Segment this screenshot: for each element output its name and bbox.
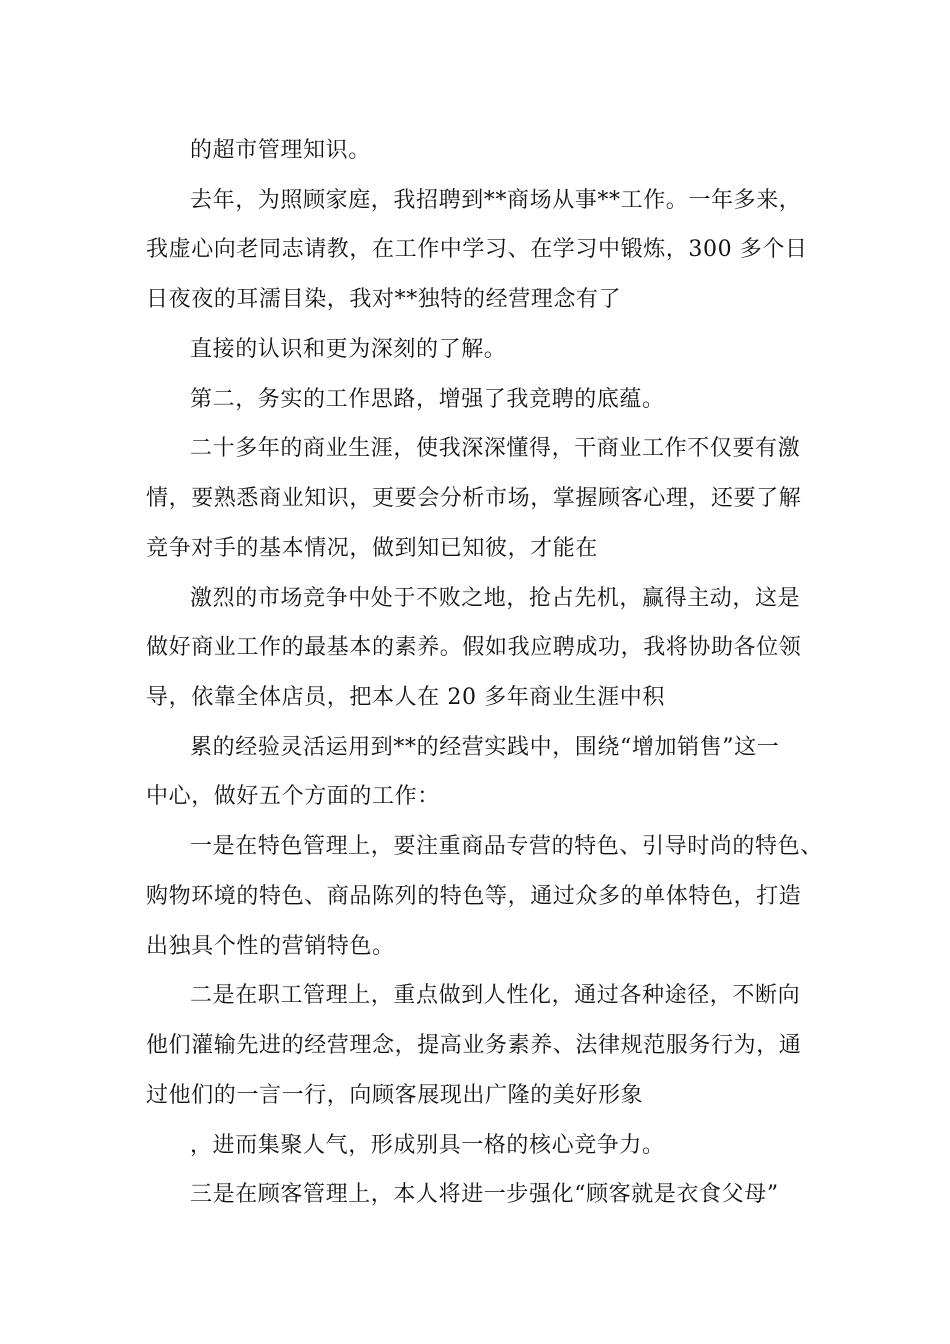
- text-line: 竞争对手的基本情况，做到知已知彼，才能在: [146, 536, 599, 561]
- text-line: 过他们的一言一行，向顾客展现出广隆的美好形象: [146, 1083, 644, 1108]
- text-line: 二是在职工管理上，重点做到人性化，通过各种途径，不断向: [190, 983, 801, 1008]
- text-line: 二十多年的商业生涯，使我深深懂得，干商业工作不仅要有激: [190, 436, 801, 461]
- text-line: 做好商业工作的最基本的素养。假如我应聘成功，我将协助各位领: [146, 635, 802, 660]
- text-line: ，进而集聚人气，形成别具一格的核心竞争力。: [190, 1133, 665, 1158]
- text-line: 他们灌输先进的经营理念，提高业务素养、法律规范服务行为，通: [146, 1033, 802, 1058]
- text-line: 购物环境的特色、商品陈列的特色等，通过众多的单体特色，打造: [146, 884, 802, 909]
- text-line: 我虚心向老同志请教，在工作中学习、在学习中锻炼，300 多个日: [146, 237, 808, 262]
- text-line: 中心，做好五个方面的工作：: [146, 784, 440, 809]
- text-line: 情，要熟悉商业知识，更要会分析市场，掌握顾客心理，还要了解: [146, 486, 802, 511]
- text-line: 一是在特色管理上，要注重商品专营的特色、引导时尚的特色、: [190, 834, 823, 859]
- text-line: 导，依靠全体店员，把本人在 20 多年商业生涯中积: [146, 685, 665, 710]
- text-line: 直接的认识和更为深刻的了解。: [190, 337, 507, 362]
- text-line: 激烈的市场竞争中处于不败之地，抢占先机，赢得主动，这是: [190, 586, 801, 611]
- text-line: 的超市管理知识。: [190, 138, 371, 163]
- text-line: 累的经验灵活运用到**的经营实践中，围绕“增加销售”这一: [190, 735, 780, 760]
- text-line: 三是在顾客管理上，本人将进一步强化“顾客就是衣食父母”: [190, 1182, 779, 1207]
- text-line: 出独具个性的营销特色。: [146, 934, 395, 959]
- text-line: 去年，为照顾家庭，我招聘到**商场从事**工作。一年多来，: [190, 188, 802, 213]
- text-line: 日夜夜的耳濡目染，我对**独特的经营理念有了: [146, 287, 622, 312]
- text-line: 第二，务实的工作思路，增强了我竞聘的底蕴。: [190, 387, 665, 412]
